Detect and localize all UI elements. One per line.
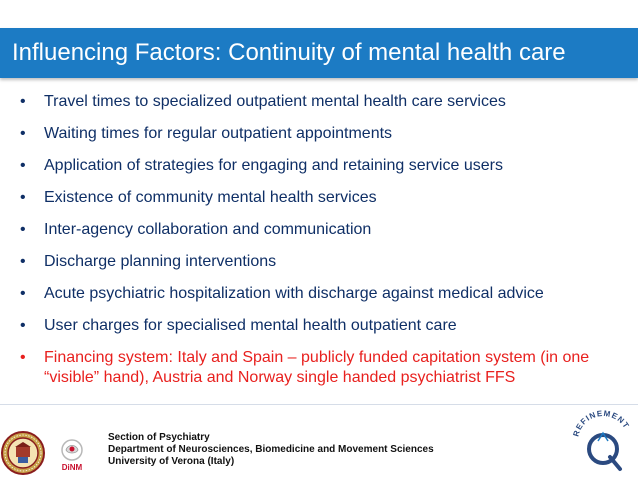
bullet-dot: • [20, 157, 26, 174]
footer-line: University of Verona (Italy) [108, 456, 235, 467]
footer-affiliation [108, 432, 434, 468]
bullet-text: User charges for specialised mental health outpatient care [44, 317, 457, 334]
bullet-text: Application of strategies for engaging and retaining service users [44, 157, 503, 174]
slide-title: Influencing Factors: Continuity of mental health care [12, 39, 566, 66]
footer-line: Section of Psychiatry [108, 432, 210, 443]
footer-divider [0, 404, 638, 405]
svg-text:REFINEMENT: REFINEMENT [571, 408, 632, 438]
refinement-logo-icon [570, 405, 636, 475]
bullet-text: Waiting times for regular outpatient appointments [44, 125, 393, 142]
bullet-dot: • [20, 253, 26, 270]
bullet-text: Discharge planning interventions [44, 253, 277, 270]
bullet-dot: • [20, 93, 26, 110]
svg-text:DiNM: DiNM [61, 463, 83, 472]
bullet-dot: • [20, 349, 26, 366]
bullet-text: Travel times to specialized outpatient mental health care services [44, 93, 506, 110]
bullet-text: Existence of community mental health services [44, 189, 377, 206]
footer-line: Department of Neurosciences, Biomedicine and Movement Sciences [108, 444, 434, 455]
bullet-text: Financing system: Italy and Spain – publicly funded capitation system (in one “visible” hand), Austria and Norway single handed psychiatrist FFS [44, 349, 590, 386]
title-bar [0, 28, 638, 78]
bullet-dot: • [20, 189, 26, 206]
bullet-dot: • [20, 125, 26, 142]
university-seal-icon [0, 430, 46, 476]
dinm-logo-icon [56, 438, 88, 474]
bullet-text: Inter-agency collaboration and communication [44, 221, 372, 238]
bullet-dot: • [20, 221, 26, 238]
bullet-dot: • [20, 285, 26, 302]
bullet-dot: • [20, 317, 26, 334]
bullet-text: Acute psychiatric hospitalization with discharge against medical advice [44, 285, 544, 302]
